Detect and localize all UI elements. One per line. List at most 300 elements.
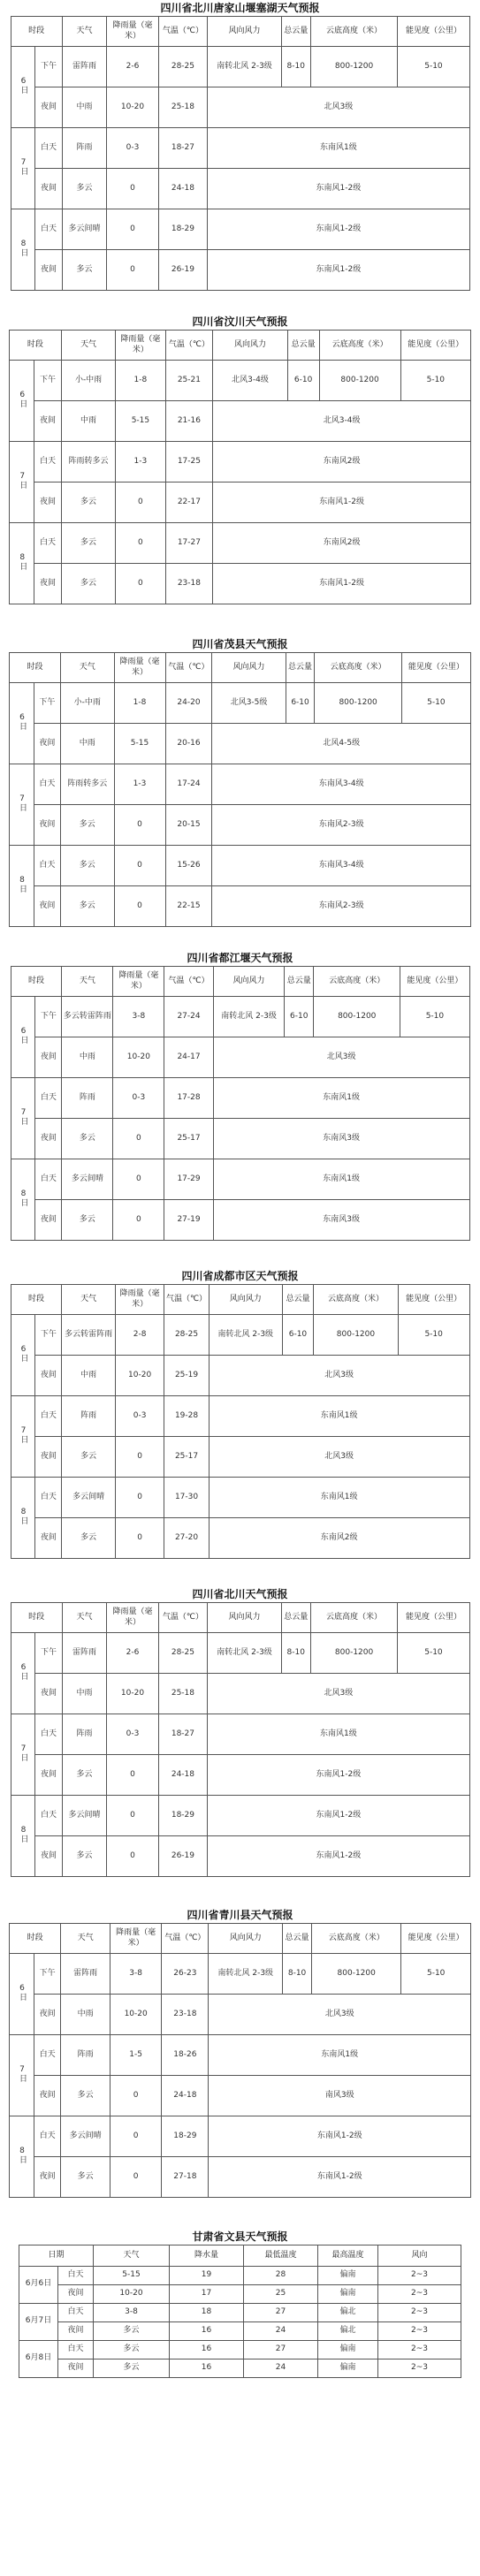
- column-header: 时段: [11, 1603, 62, 1633]
- weather-cell: 多云间晴: [62, 1159, 113, 1200]
- vis-cell: 5-10: [401, 683, 470, 724]
- vis-cell: 5-10: [401, 1954, 471, 1995]
- period-cell: 白天: [57, 2340, 93, 2359]
- forecast-table: [11, 16, 470, 291]
- rain-cell: 0-3: [107, 128, 158, 169]
- day-label: [11, 1078, 35, 1159]
- period-cell: 夜间: [35, 1200, 62, 1241]
- table-row: [11, 128, 469, 169]
- weather-cell: 小-中雨: [61, 683, 115, 724]
- column-header: 风向风力: [212, 653, 286, 683]
- day-label-text: 6日: [18, 390, 27, 407]
- period-cell: 白天: [57, 2303, 93, 2321]
- wind-cell: 南转北风 2-3级: [209, 1954, 283, 1995]
- period-cell: 白天: [57, 2266, 93, 2284]
- wind-cell: 北风3级: [209, 1356, 469, 1396]
- period-cell: 夜间: [34, 805, 60, 846]
- column-header: 气温（℃）: [158, 1603, 208, 1633]
- forecast-table: [11, 1602, 470, 1877]
- weather-cell: 多云: [61, 564, 115, 604]
- day-label: [11, 1633, 35, 1714]
- forecast-section: [0, 950, 480, 1241]
- rain-cell: 0-3: [115, 1396, 164, 1437]
- section-title: 四川省北川唐家山堰塞湖天气预报: [160, 2, 320, 14]
- wind-cell: 东南风3-4级: [212, 846, 471, 886]
- forecast-table: [11, 966, 470, 1241]
- wind-cell: 东南风1-2级: [208, 209, 469, 250]
- column-header: 能见度（公里）: [398, 1285, 469, 1315]
- wind-cell: 北风3级: [208, 87, 469, 128]
- table-row: [10, 805, 471, 846]
- period-cell: 白天: [34, 764, 60, 805]
- period-cell: 夜间: [35, 169, 62, 209]
- cloud-cell: 6-10: [287, 361, 319, 401]
- column-header: 天气: [62, 967, 113, 997]
- weather-cell: 多云间晴: [62, 209, 107, 250]
- wind-cell: 东南风2级: [209, 1518, 469, 1559]
- dir-cell: 偏南: [318, 2284, 378, 2303]
- day-label-text: 6日: [19, 1662, 28, 1680]
- high-cell: 24: [244, 2359, 318, 2377]
- date-label: 6月8日: [19, 2340, 57, 2377]
- weather-cell: 雷阵雨: [62, 47, 107, 87]
- table-row: [10, 724, 471, 764]
- day-label-text: 6日: [19, 1344, 28, 1362]
- column-header: 气温（℃）: [164, 967, 213, 997]
- column-header: 云底高度（米）: [312, 1924, 401, 1954]
- wind-cell: 北风3级: [209, 1437, 469, 1478]
- vis-cell: 5-10: [400, 997, 469, 1037]
- rain-cell: 多云: [94, 2359, 170, 2377]
- day-label-text: 7日: [19, 1425, 28, 1443]
- weather-cell: 阵雨转多云: [61, 442, 115, 483]
- wind-cell: 南转北风 2-3级: [213, 997, 285, 1037]
- period-cell: 夜间: [35, 250, 62, 291]
- day-label: [11, 1714, 35, 1796]
- period-cell: 夜间: [34, 564, 62, 604]
- wind-cell: 东南风1级: [209, 1396, 469, 1437]
- rain-cell: 0: [107, 250, 158, 291]
- rain-cell: 1-8: [116, 361, 165, 401]
- low-cell: 16: [170, 2321, 244, 2340]
- temp-cell: 17-29: [164, 1159, 213, 1200]
- table-row: [10, 361, 471, 401]
- table-row: [10, 764, 471, 805]
- table-row: [10, 2157, 471, 2198]
- rain-cell: 10-20: [110, 1995, 162, 2035]
- temp-cell: 17-28: [164, 1078, 213, 1119]
- period-cell: 下午: [35, 997, 62, 1037]
- period-cell: 夜间: [35, 87, 62, 128]
- day-label-text: 7日: [18, 471, 27, 489]
- rain-cell: 10-20: [94, 2284, 170, 2303]
- table-row: [11, 1674, 469, 1714]
- header-row: [10, 653, 471, 683]
- forecast-table: [11, 1284, 470, 1559]
- day-label: [11, 1159, 35, 1241]
- temp-cell: 18-29: [158, 1796, 208, 1836]
- table-row: [10, 401, 471, 442]
- dir-cell: 偏南: [318, 2266, 378, 2284]
- period-cell: 下午: [34, 683, 60, 724]
- table-row: [11, 1078, 469, 1119]
- temp-cell: 18-29: [162, 2116, 209, 2157]
- table-row: [11, 1836, 469, 1877]
- period-cell: 白天: [35, 128, 62, 169]
- temp-cell: 20-15: [165, 805, 212, 846]
- height-cell: 800-1200: [314, 997, 400, 1037]
- table-row: [10, 846, 471, 886]
- header-row: [10, 331, 471, 361]
- section-title: 四川省茂县天气预报: [192, 638, 288, 650]
- weather-cell: 多云: [61, 2157, 110, 2198]
- day-label: [10, 2035, 34, 2116]
- period-cell: 白天: [35, 1078, 62, 1119]
- column-header: 最低温度: [244, 2245, 318, 2267]
- force-cell: 2~3: [378, 2340, 461, 2359]
- rain-cell: 0: [107, 169, 158, 209]
- day-label-text: 7日: [19, 1744, 28, 1761]
- period-cell: 夜间: [34, 1995, 60, 2035]
- rain-cell: 0: [113, 1200, 164, 1241]
- period-cell: 白天: [34, 846, 60, 886]
- day-label-text: 8日: [19, 239, 28, 256]
- rain-cell: 0: [116, 523, 165, 564]
- period-cell: 白天: [34, 442, 62, 483]
- day-label: [11, 1478, 35, 1559]
- wind-cell: 东南风1-2级: [208, 250, 469, 291]
- day-label: [10, 846, 34, 927]
- weather-cell: 中雨: [62, 1037, 113, 1078]
- rain-cell: 10-20: [115, 1356, 164, 1396]
- column-header: 风向风力: [213, 331, 287, 361]
- temp-cell: 22-17: [165, 483, 213, 523]
- table-row: [11, 1315, 469, 1356]
- day-label: [10, 523, 34, 604]
- rain-cell: 0: [107, 209, 158, 250]
- column-header: 气温（℃）: [158, 17, 208, 47]
- rain-cell: 0: [114, 846, 165, 886]
- wind-cell: 东南风1-2级: [208, 1796, 469, 1836]
- rain-cell: 0: [107, 1796, 158, 1836]
- forecast-section: [0, 1586, 480, 1877]
- temp-cell: 24-17: [164, 1037, 213, 1078]
- height-cell: 800-1200: [310, 47, 398, 87]
- table-row: [11, 1437, 469, 1478]
- column-header: 气温（℃）: [164, 1285, 209, 1315]
- low-cell: 19: [170, 2266, 244, 2284]
- wind-cell: 东南风1级: [209, 2035, 471, 2076]
- table-row: [19, 2340, 461, 2359]
- column-header: 风向风力: [213, 967, 285, 997]
- temp-cell: 17-24: [165, 764, 212, 805]
- column-header: 天气: [62, 1603, 107, 1633]
- column-header: 总云量: [285, 967, 314, 997]
- rain-cell: 0: [110, 2157, 162, 2198]
- rain-cell: 0: [114, 805, 165, 846]
- temp-cell: 18-26: [162, 2035, 209, 2076]
- wind-cell: 东南风3-4级: [212, 764, 471, 805]
- temp-cell: 24-18: [158, 169, 208, 209]
- column-header: 风向风力: [209, 1924, 283, 1954]
- high-cell: 24: [244, 2321, 318, 2340]
- column-header: 总云量: [282, 1285, 313, 1315]
- column-header: 能见度（公里）: [398, 1603, 469, 1633]
- period-cell: 夜间: [35, 1755, 62, 1796]
- temp-cell: 27-19: [164, 1200, 213, 1241]
- rain-cell: 0: [115, 1518, 164, 1559]
- header-row: [11, 17, 469, 47]
- dir-cell: 偏北: [318, 2321, 378, 2340]
- period-cell: 夜间: [35, 1356, 62, 1396]
- forecast-section-gansu: [0, 2229, 480, 2378]
- weather-cell: 中雨: [62, 1356, 115, 1396]
- rain-cell: 0: [107, 1755, 158, 1796]
- day-label-text: 8日: [17, 875, 27, 893]
- forecast-table: [9, 1923, 471, 2198]
- column-header: 时段: [10, 653, 61, 683]
- column-header: 天气: [61, 1924, 110, 1954]
- temp-cell: 25-19: [164, 1356, 209, 1396]
- wind-cell: 东南风3级: [213, 1200, 469, 1241]
- weather-cell: 多云: [62, 250, 107, 291]
- dir-cell: 偏南: [318, 2340, 378, 2359]
- weather-cell: 多云: [62, 1518, 115, 1559]
- table-row: [11, 209, 469, 250]
- period-cell: 夜间: [34, 2157, 60, 2198]
- period-cell: 白天: [34, 523, 62, 564]
- day-label: [11, 209, 35, 291]
- rain-cell: 0: [116, 483, 165, 523]
- weather-cell: 阵雨: [61, 2035, 110, 2076]
- rain-cell: 2-6: [107, 47, 158, 87]
- rain-cell: 0: [115, 1437, 164, 1478]
- column-header: 天气: [61, 331, 115, 361]
- period-cell: 夜间: [35, 1674, 62, 1714]
- column-header: 能见度（公里）: [400, 331, 470, 361]
- wind-cell: 东南风1-2级: [208, 1836, 469, 1877]
- column-header: 能见度（公里）: [401, 1924, 471, 1954]
- rain-cell: 2-6: [107, 1633, 158, 1674]
- wind-cell: 东南风1级: [209, 1478, 469, 1518]
- column-header: 风向: [378, 2245, 461, 2267]
- forecast-table: [9, 652, 471, 927]
- temp-cell: 17-30: [164, 1478, 209, 1518]
- column-header: 总云量: [286, 653, 315, 683]
- vis-cell: 5-10: [398, 47, 469, 87]
- forecast-section: [0, 0, 480, 291]
- dir-cell: 偏南: [318, 2359, 378, 2377]
- weather-cell: 多云: [61, 523, 115, 564]
- header-row: [11, 1603, 469, 1633]
- wind-cell: 东南风2级: [213, 442, 471, 483]
- weather-cell: 多云: [62, 1200, 113, 1241]
- weather-cell: 多云: [61, 846, 115, 886]
- height-cell: 800-1200: [315, 683, 401, 724]
- gansu-table: [19, 2245, 461, 2378]
- weather-cell: 多云转雷阵雨: [62, 1315, 115, 1356]
- wind-cell: 东南风1-2级: [209, 2157, 471, 2198]
- period-cell: 夜间: [35, 1437, 62, 1478]
- column-header: 时段: [11, 967, 62, 997]
- wind-cell: 东南风1-2级: [213, 483, 471, 523]
- day-label: [11, 1315, 35, 1396]
- period-cell: 下午: [35, 1633, 62, 1674]
- table-row: [11, 1633, 469, 1674]
- table-row: [10, 2076, 471, 2116]
- temp-cell: 18-27: [158, 128, 208, 169]
- weather-cell: 多云间晴: [62, 1796, 107, 1836]
- table-row: [11, 1119, 469, 1159]
- rain-cell: 0: [113, 1119, 164, 1159]
- day-label: [11, 128, 35, 209]
- weather-cell: 雷阵雨: [62, 1633, 107, 1674]
- column-header: 天气: [94, 2245, 170, 2267]
- temp-cell: 20-16: [165, 724, 212, 764]
- column-header: 降雨量（毫米）: [114, 653, 165, 683]
- column-header: 云底高度（米）: [314, 1285, 399, 1315]
- day-label: [10, 442, 34, 523]
- temp-cell: 27-20: [164, 1518, 209, 1559]
- force-cell: 2~3: [378, 2303, 461, 2321]
- day-label-text: 6日: [18, 1983, 27, 2001]
- rain-cell: 3-8: [94, 2303, 170, 2321]
- column-header: 总云量: [283, 1924, 312, 1954]
- period-cell: 夜间: [35, 1037, 62, 1078]
- force-cell: 2~3: [378, 2321, 461, 2340]
- table-row: [10, 523, 471, 564]
- column-header: 总云量: [287, 331, 319, 361]
- column-header: 总云量: [281, 1603, 310, 1633]
- period-cell: 白天: [34, 2035, 60, 2076]
- table-row: [19, 2359, 461, 2377]
- low-cell: 16: [170, 2340, 244, 2359]
- column-header: 降雨量（毫米）: [115, 1285, 164, 1315]
- table-row: [11, 1755, 469, 1796]
- weather-cell: 多云: [62, 1119, 113, 1159]
- period-cell: 夜间: [35, 1836, 62, 1877]
- table-row: [10, 564, 471, 604]
- column-header: 天气: [62, 17, 107, 47]
- table-row: [10, 1954, 471, 1995]
- temp-cell: 28-25: [158, 1633, 208, 1674]
- column-header: 云底高度（米）: [314, 967, 400, 997]
- temp-cell: 27-18: [162, 2157, 209, 2198]
- column-header: 风向风力: [208, 17, 282, 47]
- temp-cell: 25-17: [164, 1437, 209, 1478]
- weather-cell: 阵雨: [62, 1078, 113, 1119]
- day-label-text: 6日: [17, 712, 27, 730]
- weather-cell: 中雨: [61, 1995, 110, 2035]
- wind-cell: 东南风1-2级: [208, 1755, 469, 1796]
- rain-cell: 3-8: [113, 997, 164, 1037]
- table-row: [11, 1037, 469, 1078]
- temp-cell: 24-20: [165, 683, 212, 724]
- forecast-section: [0, 314, 480, 604]
- rain-cell: 5-15: [114, 724, 165, 764]
- period-cell: 夜间: [35, 1119, 62, 1159]
- temp-cell: 15-26: [165, 846, 212, 886]
- column-header: 云底高度（米）: [315, 653, 401, 683]
- temp-cell: 23-18: [165, 564, 213, 604]
- table-row: [19, 2303, 461, 2321]
- table-row: [19, 2266, 461, 2284]
- height-cell: 800-1200: [319, 361, 400, 401]
- day-label-text: 6日: [19, 76, 28, 94]
- column-header: 日期: [19, 2245, 93, 2267]
- table-row: [11, 997, 469, 1037]
- period-cell: 夜间: [34, 483, 62, 523]
- table-row: [11, 47, 469, 87]
- rain-cell: 10-20: [107, 1674, 158, 1714]
- wind-cell: 北风3级: [208, 1674, 469, 1714]
- forecast-table: [9, 330, 471, 604]
- wind-cell: 南转北风 2-3级: [208, 47, 282, 87]
- weather-cell: 中雨: [61, 401, 115, 442]
- column-header: 气温（℃）: [165, 331, 213, 361]
- low-cell: 17: [170, 2284, 244, 2303]
- column-header: 降雨量（毫米）: [116, 331, 165, 361]
- day-label: [10, 1954, 34, 2035]
- period-cell: 白天: [35, 1478, 62, 1518]
- table-row: [19, 2321, 461, 2340]
- column-header: 时段: [11, 1285, 62, 1315]
- vis-cell: 5-10: [400, 361, 470, 401]
- cloud-cell: 6-10: [285, 997, 314, 1037]
- weather-cell: 多云间晴: [61, 2116, 110, 2157]
- weather-cell: 中雨: [62, 87, 107, 128]
- weather-cell: 阵雨转多云: [61, 764, 115, 805]
- low-cell: 18: [170, 2303, 244, 2321]
- temp-cell: 26-19: [158, 1836, 208, 1877]
- high-cell: 27: [244, 2340, 318, 2359]
- cloud-cell: 8-10: [281, 1633, 310, 1674]
- rain-cell: 0: [114, 886, 165, 927]
- temp-cell: 24-18: [162, 2076, 209, 2116]
- height-cell: 800-1200: [314, 1315, 399, 1356]
- vis-cell: 5-10: [398, 1315, 469, 1356]
- rain-cell: 2-8: [115, 1315, 164, 1356]
- wind-cell: 北风3-5级: [212, 683, 286, 724]
- temp-cell: 28-25: [164, 1315, 209, 1356]
- column-header: 时段: [10, 331, 62, 361]
- cloud-cell: 6-10: [286, 683, 315, 724]
- rain-cell: 1-3: [116, 442, 165, 483]
- wind-cell: 北风3级: [213, 1037, 469, 1078]
- weather-cell: 多云: [62, 1437, 115, 1478]
- rain-cell: 0-3: [107, 1714, 158, 1755]
- table-row: [11, 1200, 469, 1241]
- weather-cell: 多云: [62, 169, 107, 209]
- rain-cell: 1-8: [114, 683, 165, 724]
- period-cell: 夜间: [35, 1518, 62, 1559]
- temp-cell: 28-25: [158, 47, 208, 87]
- temp-cell: 22-15: [165, 886, 212, 927]
- day-label-text: 8日: [18, 2146, 27, 2163]
- weather-cell: 小-中雨: [61, 361, 115, 401]
- vis-cell: 5-10: [398, 1633, 469, 1674]
- section-title: 四川省北川天气预报: [192, 1588, 288, 1600]
- high-cell: 28: [244, 2266, 318, 2284]
- wind-cell: 东南风2级: [213, 523, 471, 564]
- weather-cell: 多云: [61, 886, 115, 927]
- temp-cell: 26-23: [162, 1954, 209, 1995]
- period-cell: 白天: [35, 1714, 62, 1755]
- period-cell: 白天: [34, 2116, 60, 2157]
- table-row: [11, 1714, 469, 1755]
- rain-cell: 0: [107, 1836, 158, 1877]
- period-cell: 夜间: [34, 401, 62, 442]
